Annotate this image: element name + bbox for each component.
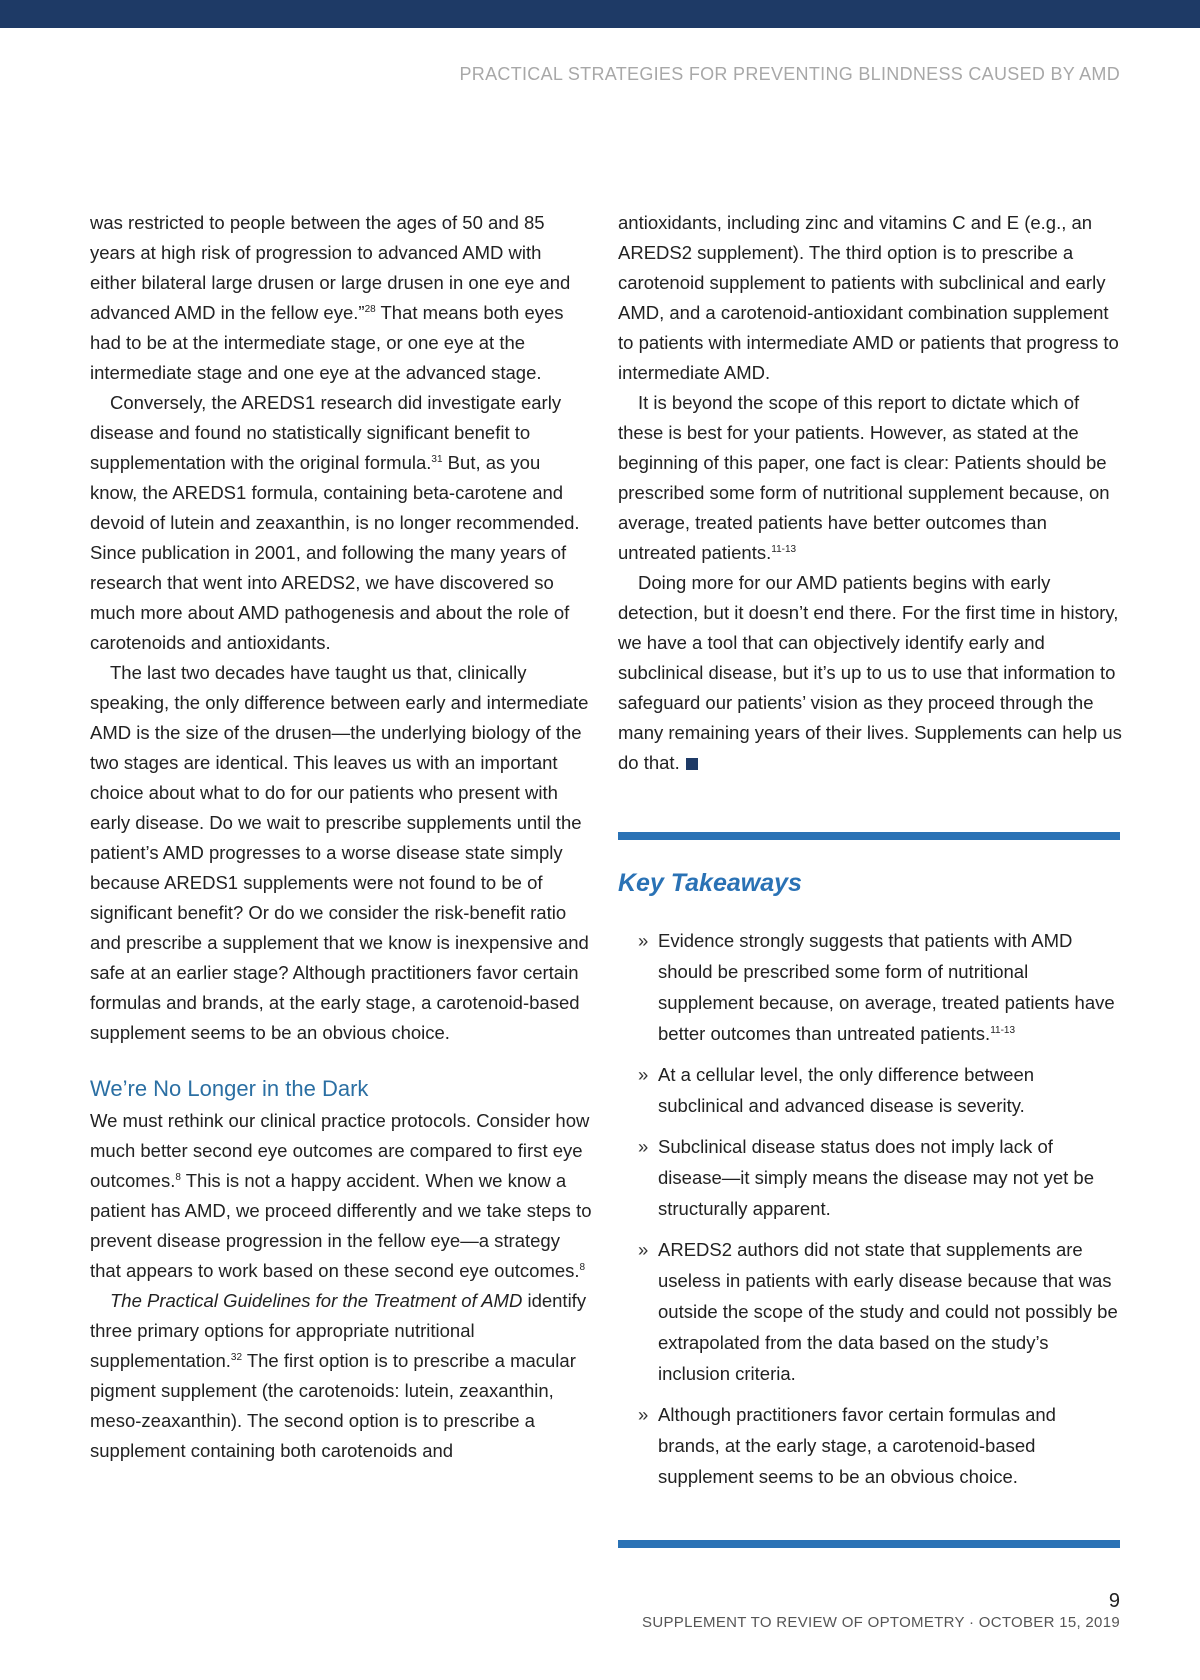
top-color-bar: [0, 0, 1200, 28]
left-column: [90, 208, 592, 1466]
list-item: » AREDS2 authors did not state that supplements are useless in patients with early disease because that was outside the scope of the study and could not possibly be extrapolated from the data based on the study’s inclusion criteria.: [618, 1234, 1120, 1389]
bullet-icon: »: [638, 1136, 649, 1157]
citation: 11-13: [990, 1024, 1016, 1036]
right-column: [618, 208, 1123, 778]
citation: 28: [364, 303, 376, 315]
list-item: » Subclinical disease status does not imply lack of disease—it simply means the disease may not yet be structurally apparent.: [618, 1131, 1120, 1224]
paragraph: Doing more for our AMD patients begins with early detection, but it doesn’t end there. For the first time in history, we have a tool that can objectively identify early and subclinical disease, but it’s up to us to use that information to safeguard our patients’ vision as they proceed through the many remaining years of their lives. Supplements can help us do that.: [618, 572, 1122, 773]
paragraph: We must rethink our clinical practice protocols. Consider how much better second eye outcomes are compared to first eye outcomes.$^8$ This is not a happy accident. When we know a patient has AMD, we proceed differently and we take steps to prevent disease progression in the fellow eye—a strategy that appears to work based on these second eye outcomes.$^8$: [90, 1110, 592, 1281]
paragraph: It is beyond the scope of this report to dictate which of these is best for your patients. However, as stated at the beginning of this paper, one fact is clear: Patients should be prescribed some form of nutritional supplement because, on average, treated patients have better outcomes than untreated patients.$^{11-13}$: [618, 392, 1110, 563]
paragraph: was restricted to people between the ages of 50 and 85 years at high risk of progression to advanced AMD with either bilateral large drusen or large drusen in one eye and advanced AMD in the fellow eye.”$^{28}$ That means both eyes had to be at the intermediate stage, or one eye at the intermediate stage and one eye at the advanced stage.: [90, 212, 571, 383]
paragraph: Conversely, the AREDS1 research did investigate early disease and found no statistically significant benefit to supplementation with the original formula.$^{31}$ But, as you know, the AREDS1 formula, containing beta-carotene and devoid of lutein and zeaxanthin, is no longer recommended. Since publication in 2001, and following the many years of research that went into AREDS2, we have discovered so much more about AMD pathogenesis and about the role of carotenoids and antioxidants.: [90, 392, 580, 653]
bullet-icon: »: [638, 1239, 649, 1260]
bullet-icon: »: [638, 930, 649, 951]
page-number: 9: [1108, 1590, 1120, 1612]
running-head: PRACTICAL STRATEGIES FOR PREVENTING BLINDNESS CAUSED BY AMD: [459, 64, 1120, 84]
key-takeaways-top-rule: [618, 832, 1120, 840]
end-of-article-mark: [686, 758, 698, 770]
key-takeaways-box: [618, 832, 1120, 1502]
key-takeaways-title: Key Takeaways: [618, 869, 802, 897]
section-heading: We’re No Longer in the Dark: [90, 1076, 369, 1101]
citation: 31: [431, 453, 443, 465]
paragraph: The last two decades have taught us that, clinically speaking, the only difference between early and intermediate AMD is the size of the drusen—the underlying biology of the two stages are identical. This leaves us with an important choice about what to do for our patients who present with early disease. Do we wait to prescribe supplements until the patient’s AMD progresses to a worse disease state simply because AREDS1 supplements were not found to be of significant benefit? Or do we consider the risk-benefit ratio and prescribe a supplement that we know is inexpensive and safe at an earlier stage? Although practitioners favor certain formulas and brands, at the early stage, a carotenoid-based supplement seems to be an obvious choice.: [90, 662, 589, 1043]
citation: 8: [175, 1171, 181, 1183]
citation: 32: [230, 1351, 243, 1363]
bullet-icon: »: [638, 1404, 649, 1425]
paragraph: antioxidants, including zinc and vitamins C and E (e.g., an AREDS2 supplement). The third option is to prescribe a carotenoid supplement to patients with subclinical and early AMD, and a carotenoid-antioxidant combination supplement to patients with intermediate AMD or patients that progress to intermediate AMD.: [618, 212, 1119, 383]
citation: 8: [579, 1261, 586, 1273]
publication-footer: SUPPLEMENT TO REVIEW OF OPTOMETRY · OCTOBER 15, 2019: [642, 1614, 1120, 1631]
list-item: » At a cellular level, the only difference between subclinical and advanced disease is severity.: [618, 1059, 1120, 1121]
list-item: » Although practitioners favor certain formulas and brands, at the early stage, a carotenoid-based supplement seems to be an obvious choice.: [618, 1399, 1120, 1492]
citation: 11-13: [771, 543, 797, 555]
paragraph: The Practical Guidelines for the Treatment of AMD identify three primary options for appropriate nutritional supplementation.$^{32}$ The first option is to prescribe a macular pigment supplement (the carotenoids: lutein, zeaxanthin, meso-zeaxanthin). The second option is to prescribe a supplement containing both carotenoids and: [90, 1290, 587, 1461]
key-takeaways-list: [618, 925, 1120, 1492]
key-takeaways-bottom-rule: [618, 1540, 1120, 1548]
guideline-title: The Practical Guidelines for the Treatment of AMD: [110, 1290, 523, 1311]
list-item: » Evidence strongly suggests that patients with AMD should be prescribed some form of nutritional supplement because, on average, treated patients have better outcomes than untreated patients.$^{11-13}$: [618, 925, 1120, 1049]
bullet-icon: »: [638, 1064, 649, 1085]
